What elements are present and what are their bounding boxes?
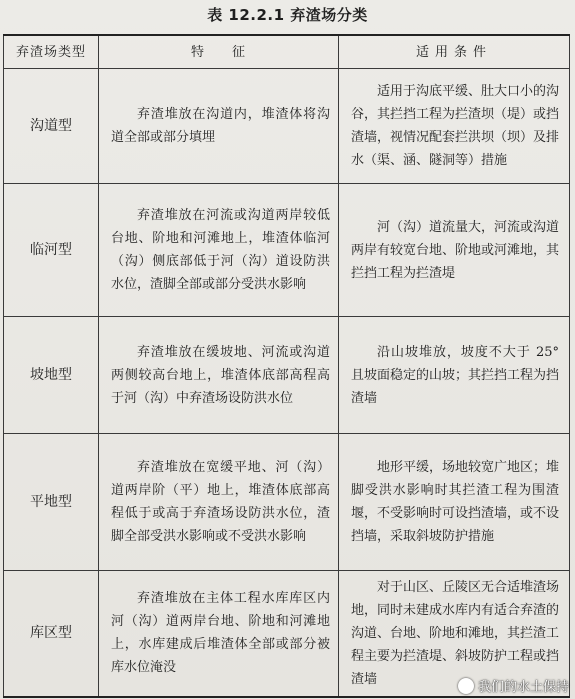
row-type: 临河型 (4, 184, 99, 317)
row-condition: 沿山坡堆放，坡度不大于 25°且坡面稳定的山坡；其拦挡工程为挡渣墙 (339, 317, 570, 434)
wechat-logo-icon (458, 678, 474, 694)
watermark-text: 我们的水土保持 (477, 680, 569, 695)
header-condition: 适用条件 (339, 35, 570, 69)
row-condition: 河（沟）道流量大，河流或沟道两岸有较宽台地、阶地或河滩地，其拦挡工程为拦渣堤 (339, 184, 570, 317)
header-type: 弃渣场类型 (4, 35, 99, 69)
row-condition: 对于山区、丘陵区无合适堆渣场地，同时未建成水库内有适合弃渣的沟道、台地、阶地和滩地，其拦渣工程主要为拦渣堤、斜坡防护工程或挡渣墙 (339, 571, 570, 697)
row-condition: 地形平缓，场地较宽广地区；堆脚受洪水影响时其拦渣工程为围渣堰，不受影响时可设挡渣墙，或不设挡墙，采取斜坡防护措施 (339, 434, 570, 571)
row-type: 平地型 (4, 434, 99, 571)
row-type: 沟道型 (4, 69, 99, 184)
table-row (4, 434, 570, 571)
table-row (4, 317, 570, 434)
row-feature: 弃渣堆放在缓坡地、河流或沟道两侧较高台地上，堆渣体底部高程高于河（沟）中弃渣场设防洪水位 (99, 317, 339, 434)
table-header-row (4, 35, 570, 69)
table-title: 表 12.2.1 弃渣场分类 (207, 6, 368, 24)
row-feature: 弃渣堆放在宽缓平地、河（沟）道两岸阶（平）地上，堆渣体底部高程低于或高于弃渣场设防洪水位，渣脚全部受洪水影响或不受洪水影响 (99, 434, 339, 571)
header-feature: 特征 (99, 35, 339, 69)
table-row (4, 69, 570, 184)
row-condition: 适用于沟底平缓、肚大口小的沟谷，其拦挡工程为拦渣坝（堤）或挡渣墙，视情况配套拦洪坝（坝）及排水（渠、涵、隧洞等）措施 (339, 69, 570, 184)
table-row (4, 184, 570, 317)
row-type: 坡地型 (4, 317, 99, 434)
row-feature: 弃渣堆放在主体工程水库库区内河（沟）道两岸台地、阶地和河滩地上，水库建成后堆渣体全部或部分被库水位淹没 (99, 571, 339, 697)
classification-table (3, 34, 570, 698)
row-feature: 弃渣堆放在沟道内，堆渣体将沟道全部或部分填埋 (99, 69, 339, 184)
row-feature: 弃渣堆放在河流或沟道两岸较低台地、阶地和河滩地上，堆渣体临河（沟）侧底部低于河（沟）道设防洪水位，渣脚全部或部分受洪水影响 (99, 184, 339, 317)
row-type: 库区型 (4, 571, 99, 697)
watermark (458, 676, 569, 695)
